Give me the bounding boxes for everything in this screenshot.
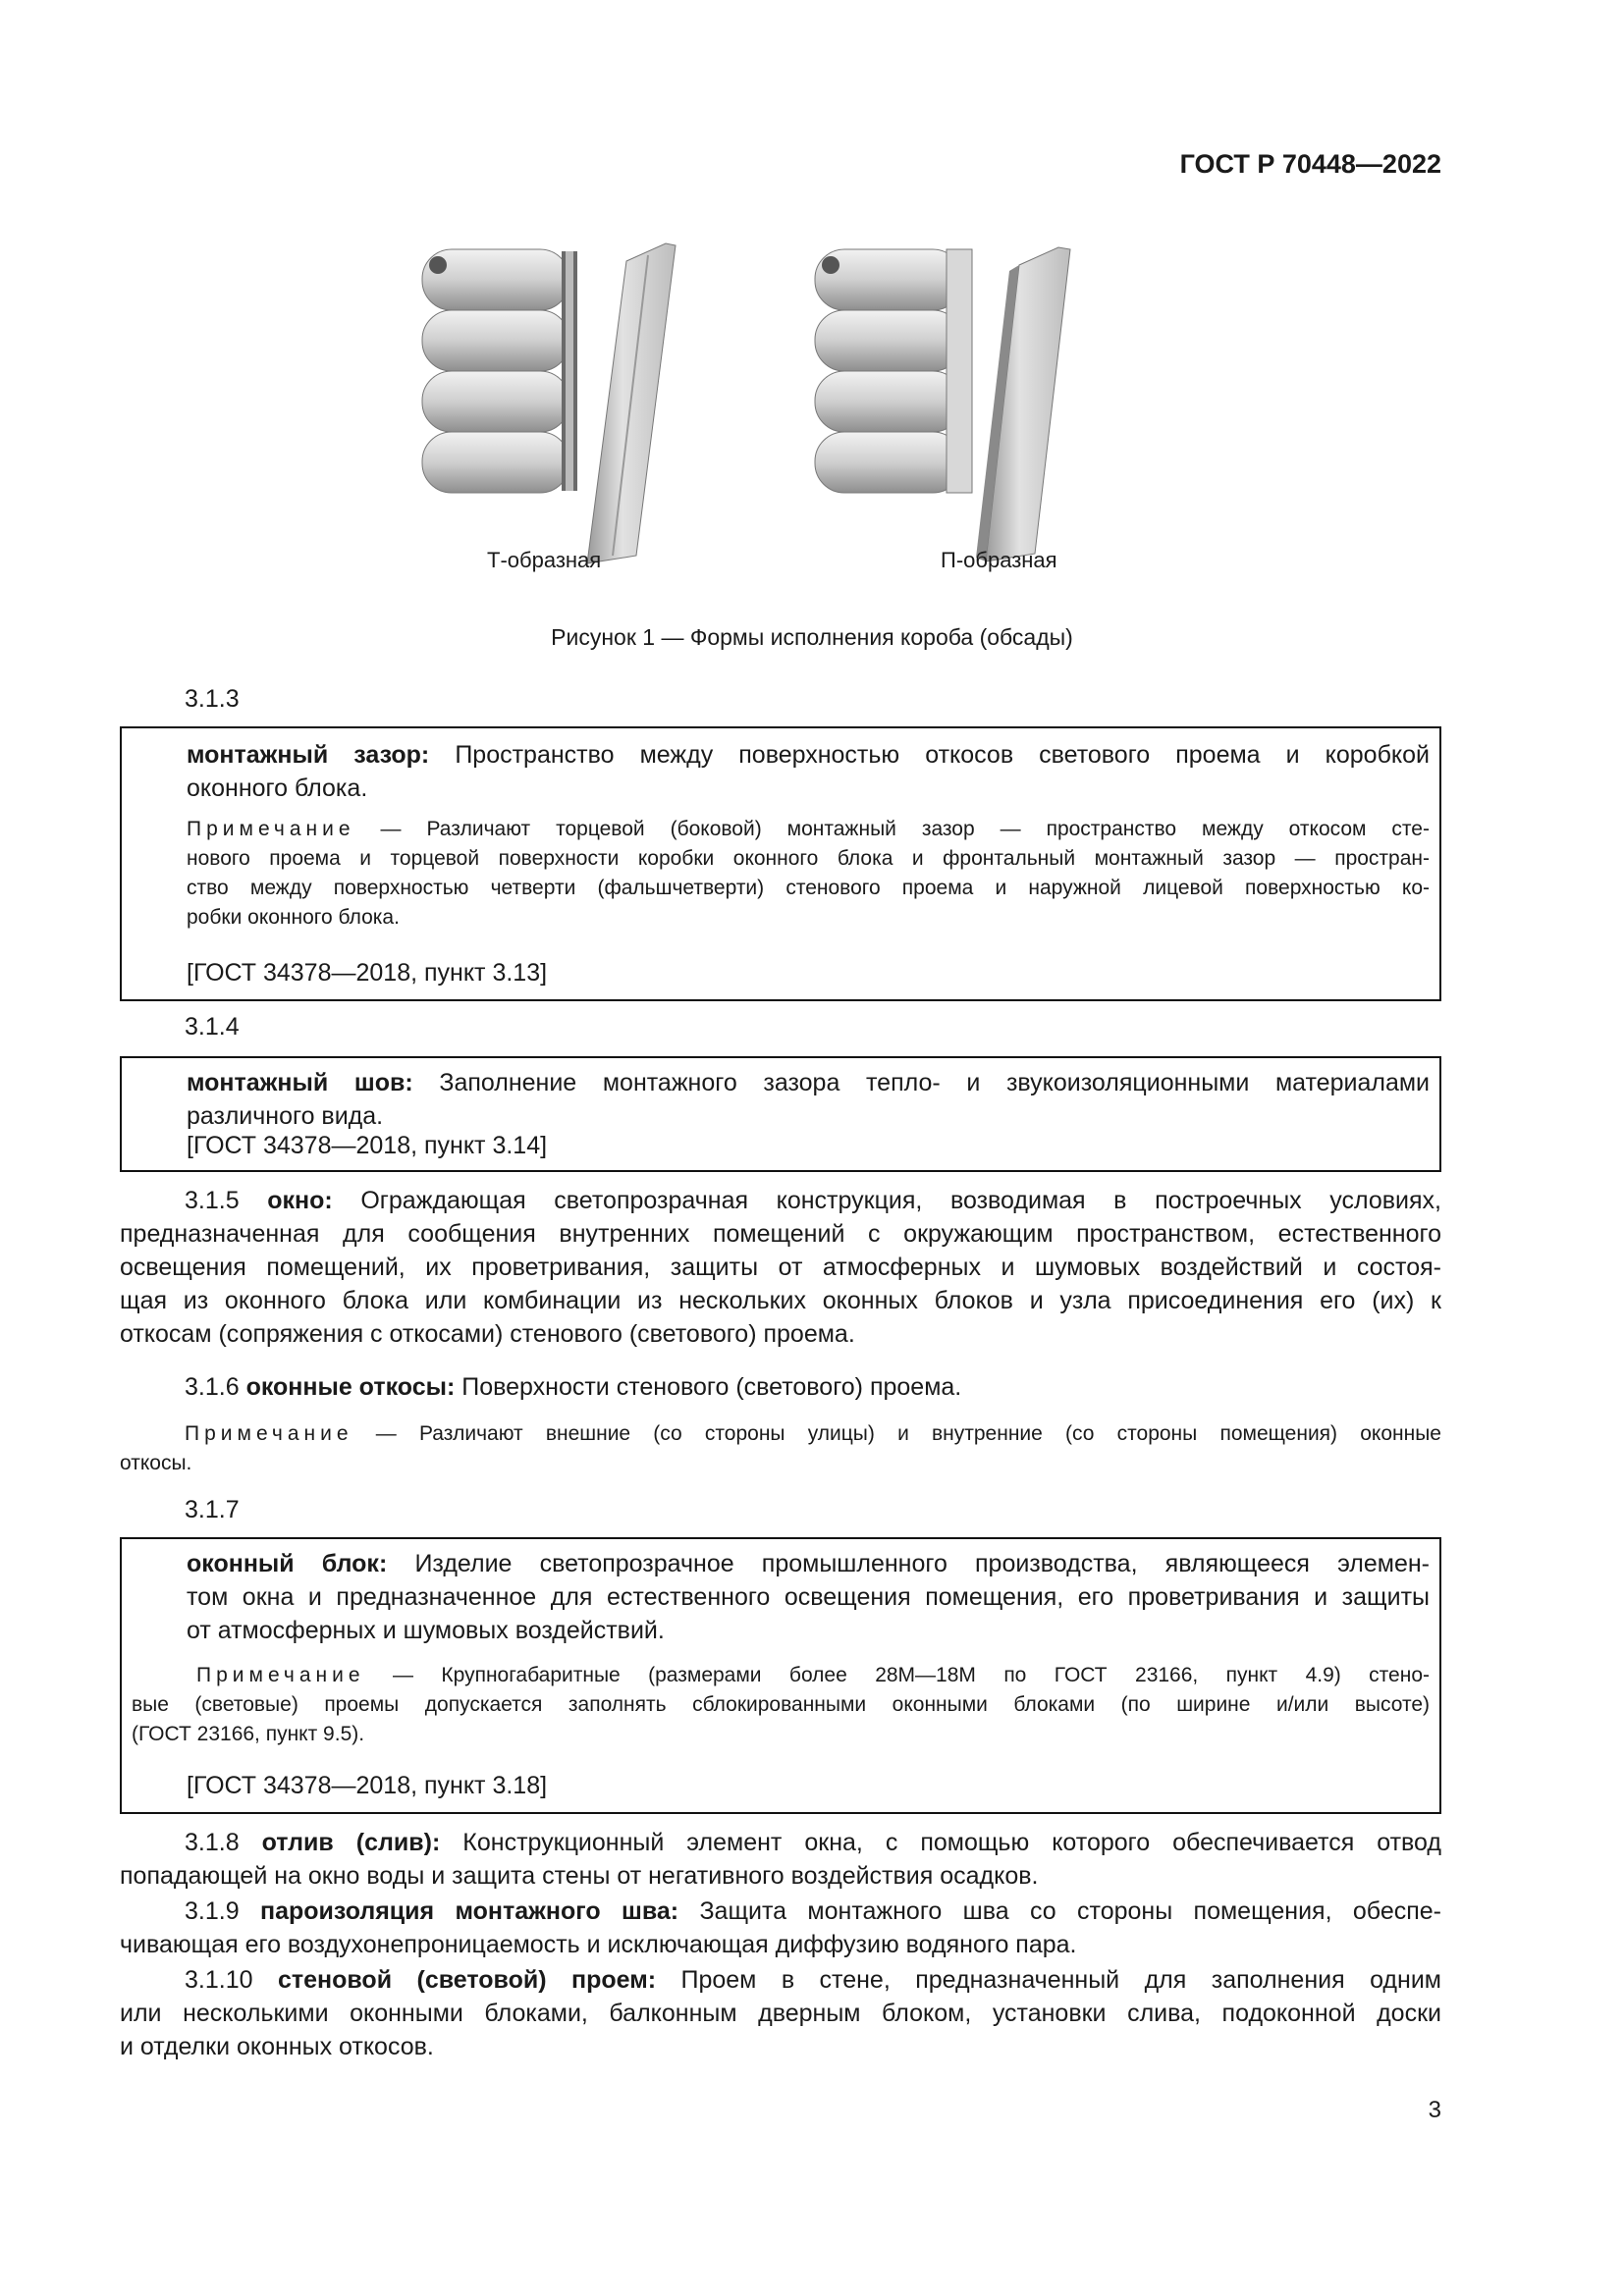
term-3-1-6: 3.1.6 оконные откосы: Поверхности стенового (светового) проема. bbox=[185, 1373, 962, 1401]
p-shaped-log-stack bbox=[815, 249, 972, 493]
figure-label-p-shaped: П-образная bbox=[941, 548, 1057, 572]
t-shaped-casing-board bbox=[587, 243, 676, 563]
figure-label-t-shaped: Т-образная bbox=[487, 548, 602, 572]
term-3-1-3-note: Примечание — Различают торцевой (боковой) монтажный зазор — пространство между откосом сте- нового проема и торцевой поверхности коробки оконного блока и фронтальный монтажный зазор — простран- ство между поверхностью четверти (фальшчетверти) стенового проема и наружной лицевой поверхностью ко- робки оконного блока. bbox=[187, 818, 1430, 929]
term-3-1-6-note: Примечание — Различают внешние (со стороны улицы) и внутренние (со стороны помещения) оконные откосы. bbox=[120, 1422, 1441, 1474]
term-number-3-1-4: 3.1.4 bbox=[185, 1013, 240, 1041]
term-title: монтажный шов: bbox=[187, 1069, 413, 1096]
term-3-1-7-definition: оконный блок: Изделие светопрозрачное промышленного производства, являющееся элемен- том окна и предназначенное для естественного освещения помещения, его проветривания и защиты от атмосферных и шумовых воздействий. bbox=[187, 1550, 1430, 1644]
t-shaped-log-stack bbox=[422, 249, 577, 493]
term-number-3-1-7: 3.1.7 bbox=[185, 1496, 240, 1523]
term-3-1-3-definition: монтажный зазор: Пространство между поверхностью откосов светового проема и коробкой оконного блока. bbox=[187, 741, 1430, 802]
term-3-1-7-note: Примечание — Крупногабаритные (размерами более 28М—18М по ГОСТ 23166, пункт 4.9) стено- вые (световые) проемы допускается заполнять сблокированными оконными блоками (по ширине и/или высоте) (ГОСТ 23166, пункт 9.5). bbox=[132, 1664, 1430, 1745]
term-3-1-10: 3.1.10 стеновой (световой) проем: Проем в стене, предназначенный для заполнения одним или несколькими оконными блоками, балконным дверным блоком, установки слива, подоконной доски и отделки оконных откосов. bbox=[120, 1966, 1441, 2060]
term-number-3-1-3: 3.1.3 bbox=[185, 685, 240, 713]
term-title: монтажный зазор: bbox=[187, 741, 430, 769]
page-number: 3 bbox=[1428, 2097, 1441, 2123]
term-3-1-9: 3.1.9 пароизоляция монтажного шва: Защита монтажного шва со стороны помещения, обеспе- чивающая его воздухонепроницаемость и исключающая диффузию водяного пара. bbox=[120, 1897, 1441, 1958]
term-3-1-4-definition: монтажный шов: Заполнение монтажного зазора тепло- и звукоизоляционными материалами различного вида. bbox=[187, 1069, 1431, 1130]
document-code: ГОСТ Р 70448—2022 bbox=[1179, 149, 1441, 179]
term-title: оконный блок: bbox=[187, 1550, 388, 1577]
term-title: пароизоляция монтажного шва: bbox=[259, 1897, 679, 1925]
term-3-1-7-source: [ГОСТ 34378—2018, пункт 3.18] bbox=[187, 1772, 548, 1799]
log-wall-illustration bbox=[391, 232, 1166, 599]
term-3-1-8: 3.1.8 отлив (слив): Конструкционный элемент окна, с помощью которого обеспечивается отвод попадающей на окно воды и защита стены от негативного воздействия осадков. bbox=[120, 1829, 1441, 1890]
term-title: отлив (слив): bbox=[261, 1829, 441, 1856]
figure-caption: Рисунок 1 — Формы исполнения короба (обсады) bbox=[551, 624, 1073, 650]
term-3-1-5: 3.1.5 окно: Ограждающая светопрозрачная конструкция, возводимая в построечных условиях, предназначенная для сообщения внутренних помещений с окружающим пространством, естественного освещения помещений, их проветривания, защиты от атмосферных и шумовых воздействий и состоя- щая из оконного блока или комбинации из нескольких оконных блоков и узла присоединения его (их) к откосам (сопряжения с откосами) стенового (светового) проема. bbox=[120, 1187, 1441, 1348]
term-3-1-3-source: [ГОСТ 34378—2018, пункт 3.13] bbox=[187, 959, 548, 987]
p-shaped-casing-board bbox=[976, 247, 1070, 561]
term-title: стеновой (световой) проем: bbox=[277, 1966, 657, 1994]
term-title: оконные откосы: bbox=[245, 1373, 456, 1401]
term-3-1-4-source: [ГОСТ 34378—2018, пункт 3.14] bbox=[187, 1132, 548, 1159]
figure-1 bbox=[391, 232, 1166, 599]
term-title: окно: bbox=[267, 1187, 333, 1214]
